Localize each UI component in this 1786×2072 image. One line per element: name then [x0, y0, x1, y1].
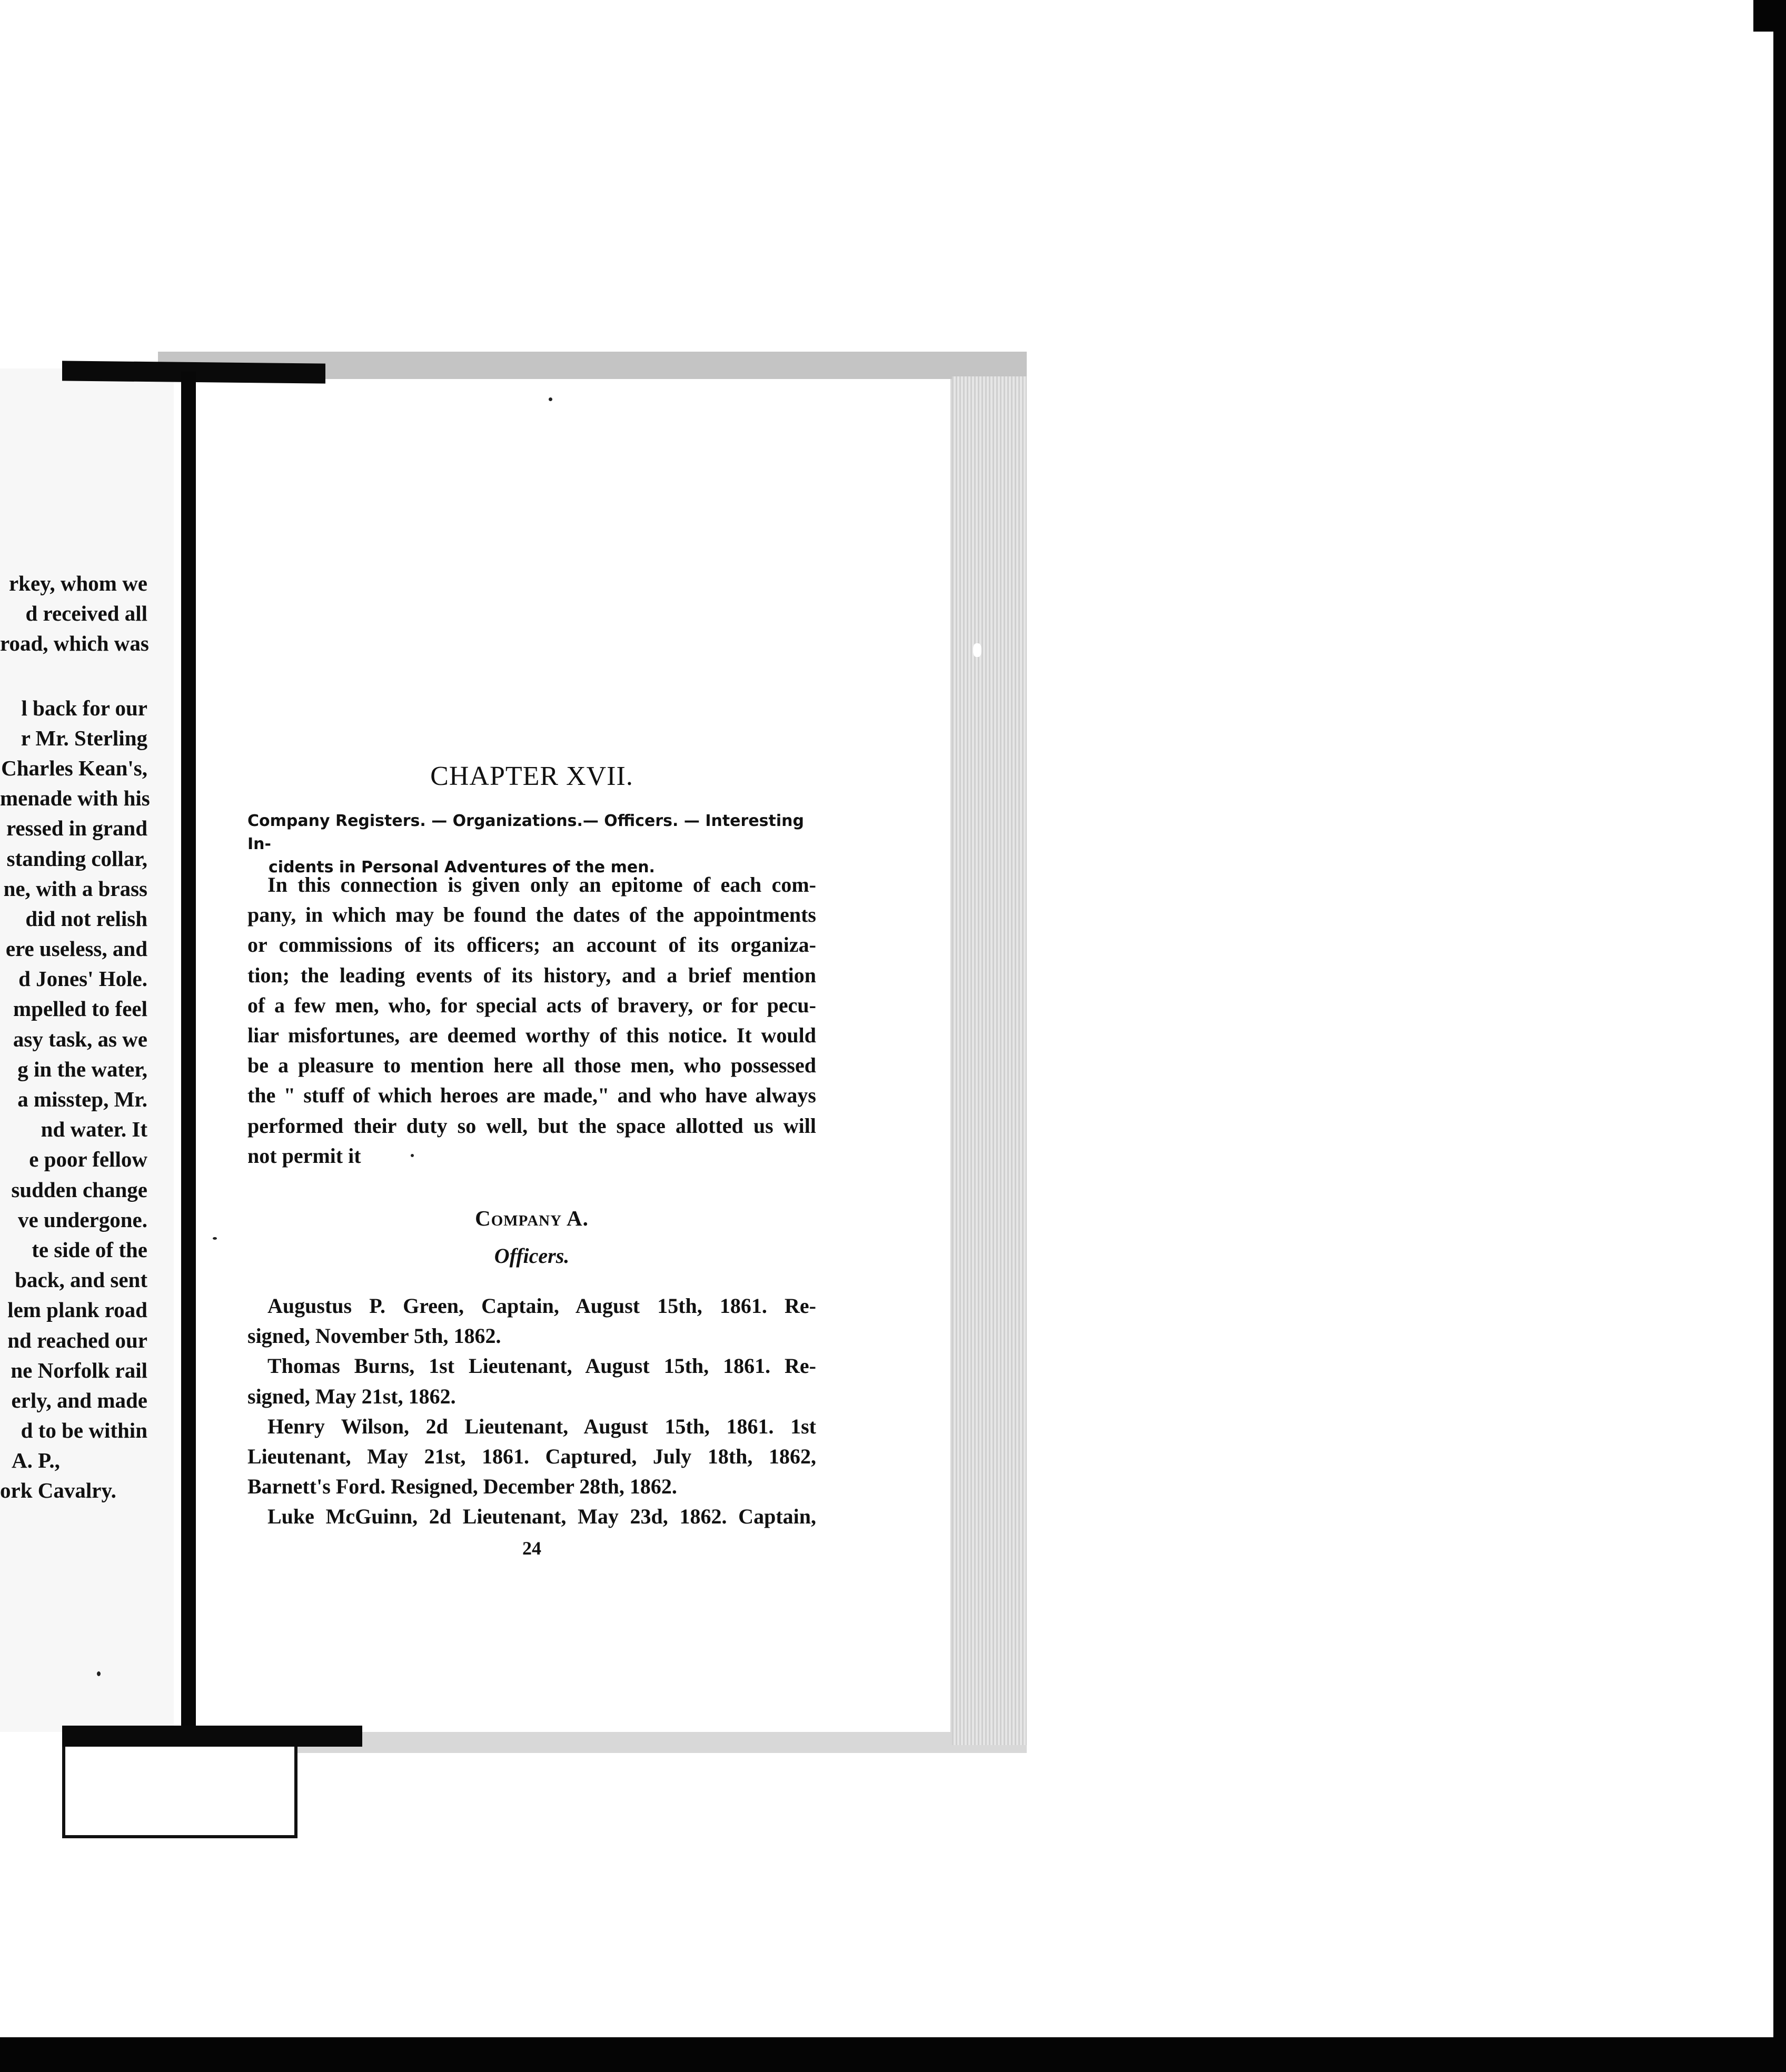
scan-border-bottom	[0, 2037, 1786, 2072]
company-heading-text: Company A.	[475, 1206, 589, 1230]
entry-line: signed, May 21st, 1862.	[247, 1384, 456, 1408]
paragraph-line: or commissions of its officers; an account of its organiza-	[247, 933, 816, 957]
left-line: rkey, whom we	[8, 571, 147, 595]
left-line: Charles Kean's,	[1, 755, 147, 780]
paragraph-line: In this connection is given only an epitome of each com-	[267, 873, 816, 896]
left-line: r Mr. Sterling	[21, 725, 147, 750]
left-line: erly, and made	[11, 1388, 147, 1412]
entry-line: Henry Wilson, 2d Lieutenant, August 15th, 1861. 1st	[267, 1414, 816, 1438]
entry-line: signed, November 5th, 1862.	[247, 1324, 501, 1348]
left-line: mpelled to feel	[13, 997, 147, 1021]
page-edges	[952, 376, 1027, 1745]
left-line: ere useless, and	[5, 937, 147, 961]
page-clip-spine	[181, 372, 196, 1731]
entry-line: Augustus P. Green, Captain, August 15th, 1861. Re-	[267, 1294, 816, 1318]
paragraph-line: be a pleasure to mention here all those men, who possessed	[247, 1053, 816, 1078]
left-line: d Jones' Hole.	[18, 967, 147, 991]
left-line: road, which was	[0, 631, 149, 656]
left-line: did not relish	[25, 906, 147, 931]
speck	[411, 1154, 414, 1157]
left-line: d received all	[25, 601, 147, 626]
left-line: lem plank road	[7, 1298, 147, 1322]
left-line: d to be within	[21, 1418, 147, 1443]
left-line: menade with his	[0, 786, 150, 811]
left-line: standing collar,	[6, 846, 147, 871]
page-number: 24	[522, 1538, 541, 1559]
page-clip-foot	[62, 1747, 297, 1838]
left-line-gap	[0, 659, 147, 693]
entry-line: Barnett's Ford. Resigned, December 28th, 1862.	[247, 1475, 677, 1499]
paragraph-line: performed their duty so well, but the space allotted us will	[247, 1113, 816, 1138]
left-line: g in the water,	[17, 1057, 147, 1081]
officers-heading: Officers.	[494, 1244, 570, 1268]
left-line: nd reached our	[7, 1328, 147, 1352]
subtitle-line: Company Registers. — Organizations.— Officers. — Interesting In-	[247, 812, 804, 853]
paragraph-line: of a few men, who, for special acts of bravery, or for pecu-	[247, 993, 816, 1017]
speck	[97, 1671, 101, 1676]
left-line: ork Cavalry.	[0, 1478, 116, 1503]
left-line: nd water. It	[41, 1117, 147, 1142]
previous-page-text	[0, 569, 150, 1506]
left-line: ve undergone.	[18, 1207, 147, 1232]
company-heading	[247, 1206, 816, 1231]
entry-line: Lieutenant, May 21st, 1861. Captured, July 18th, 1862,	[247, 1445, 816, 1469]
subtitle-line: cidents in Personal Adventures of the men.	[269, 858, 655, 876]
left-line: asy task, as we	[13, 1027, 147, 1051]
left-line: back, and sent	[15, 1268, 147, 1292]
paragraph-line: tion; the leading events of its history, and a brief mention	[247, 963, 816, 987]
speck	[213, 1237, 217, 1240]
left-line: a misstep, Mr.	[17, 1087, 147, 1111]
scan-border-right	[1773, 0, 1786, 2072]
left-line: A. P.,	[12, 1448, 60, 1473]
left-line: ne Norfolk rail	[11, 1358, 147, 1382]
paragraph-line: liar misfortunes, are deemed worthy of this notice. It would	[247, 1023, 816, 1048]
left-line: ne, with a brass	[3, 876, 147, 901]
paragraph-line: pany, in which may be found the dates of the appointments	[247, 903, 816, 927]
left-line: l back for our	[21, 695, 147, 720]
speck	[549, 397, 552, 401]
chapter-title: CHAPTER XVII.	[430, 761, 633, 791]
paragraph-line: the " stuff of which heroes are made," and who have always	[247, 1083, 816, 1108]
entry-line: Luke McGuinn, 2d Lieutenant, May 23d, 1862. Captain,	[267, 1505, 816, 1529]
left-line: sudden change	[11, 1177, 147, 1202]
speck	[973, 643, 981, 657]
chapter-subtitle	[247, 810, 816, 879]
entry-line: Thomas Burns, 1st Lieutenant, August 15th, 1861. Re-	[267, 1354, 816, 1378]
scan-border-corner	[1753, 0, 1786, 32]
officer-entries	[247, 1291, 816, 1532]
left-line: te side of the	[32, 1237, 147, 1262]
page-clip-bottom	[62, 1726, 362, 1747]
intro-paragraph	[247, 870, 816, 1171]
left-line: e poor fellow	[29, 1147, 147, 1172]
left-line: ressed in grand	[6, 816, 147, 841]
paragraph-line: not permit it	[247, 1143, 361, 1168]
